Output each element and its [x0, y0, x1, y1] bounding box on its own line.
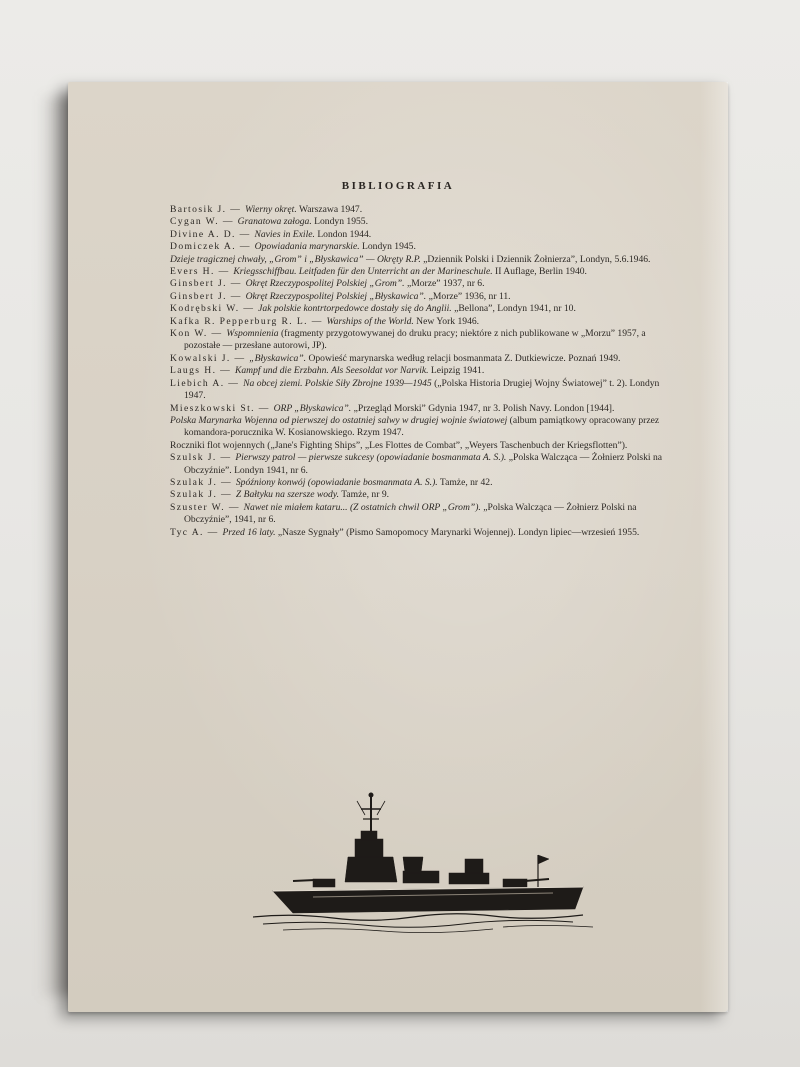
entry-title: Jak polskie kontrtorpedowce dostały się do Anglii.	[258, 303, 452, 315]
entry-details: („Polska Historia Drugiej Wojny Światowej” t. 2). Londyn 1947.	[184, 377, 660, 402]
bibliography-entry	[170, 278, 680, 290]
entry-details: II Auflage, Berlin 1940.	[492, 266, 587, 278]
entry-details: New York 1946.	[413, 315, 480, 327]
entry-title: Z Bałtyku na szersze wody.	[235, 489, 339, 501]
warship-illustration-icon	[253, 787, 603, 947]
bibliography-list	[170, 204, 680, 539]
bibliography-entry	[170, 328, 680, 353]
entry-details: London 1944.	[314, 228, 372, 240]
entry-title: „Błyskawica”.	[249, 352, 307, 364]
entry-title: Spóźniony konwój (opowiadanie bosmanmata A. S.).	[235, 476, 438, 488]
bibliography-entry	[170, 291, 680, 303]
bibliography-entry	[170, 365, 680, 377]
entry-author: Kodrębski W. —	[170, 303, 259, 315]
entry-author: Divine A. D. —	[170, 228, 255, 240]
entry-details: Roczniki flot wojennych („Jane's Fighting Ships”, „Les Flottes de Combat”, „Weyers Taschenbuch der Kriegsflotten”).	[170, 439, 628, 451]
entry-author: Mieszkowski St. —	[170, 402, 274, 414]
bibliography-entry	[170, 216, 680, 228]
bibliography-entry	[170, 303, 680, 315]
entry-details: Tamże, nr 9.	[338, 489, 390, 501]
entry-details: Londyn 1945.	[359, 241, 416, 253]
entry-details: „Morze” 1937, nr 6.	[404, 278, 485, 290]
entry-author: Szulak J. —	[170, 489, 236, 501]
entry-details: „Morze” 1936, nr 11.	[426, 290, 511, 302]
entry-author: Liebich A. —	[170, 377, 244, 389]
entry-author: Szuster W. —	[170, 501, 244, 513]
bibliography-entry	[170, 266, 680, 278]
entry-title: Nawet nie miałem kataru... (Z ostatnich chwil ORP „Grom”).	[243, 501, 481, 513]
entry-author: Kon W. —	[170, 328, 227, 340]
entry-author: Szulsk J. —	[170, 452, 236, 464]
bibliography-entry	[170, 254, 680, 266]
entry-title: Okręt Rzeczypospolitej Polskiej „Błyskawica”.	[245, 290, 427, 302]
entry-details: „Polska Walcząca — Żołnierz Polski na Obczyźnie”, 1941, nr 6.	[184, 501, 637, 526]
bibliography-entry	[170, 527, 680, 539]
bibliography-entry	[170, 403, 680, 415]
entry-title: Navies in Exile.	[254, 228, 315, 240]
entry-title: Przed 16 laty.	[222, 526, 276, 538]
bibliography-entry	[170, 489, 680, 501]
entry-author: Cygan W. —	[170, 216, 238, 228]
entry-author: Domiczek A. —	[170, 241, 255, 253]
entry-details: Warszawa 1947.	[296, 204, 363, 215]
entry-title: Na obcej ziemi. Polskie Siły Zbrojne 1939—1945	[243, 377, 432, 389]
entry-details: (album pamiątkowy opracowany przez komandora-porucznika W. Kosianowskiego. Rzym 1947.	[184, 414, 660, 439]
entry-title: Pierwszy patrol — pierwsze sukcesy (opowiadanie bosmanmata A. S.).	[235, 452, 507, 464]
entry-details: „Polska Walcząca — Żołnierz Polski na Obczyźnie”. Londyn 1941, nr 6.	[184, 452, 663, 476]
bibliography-entry	[170, 378, 680, 403]
entry-details: „Przegląd Morski” Gdynia 1947, nr 3. Polish Navy. London [1944].	[351, 402, 615, 414]
entry-title: Kriegsschiffbau. Leitfaden für den Unterricht an der Marineschule.	[233, 266, 493, 278]
bibliography-entry	[170, 204, 680, 216]
entry-details: „Bellona”, Londyn 1941, nr 10.	[451, 303, 576, 315]
entry-details: „Nasze Sygnały” (Pismo Samopomocy Marynarki Wojennej). Londyn lipiec—wrzesień 1955.	[275, 526, 640, 538]
bibliography-entry	[170, 440, 680, 452]
entry-author: Kowalski J. —	[170, 352, 250, 364]
bibliography-entry	[170, 353, 680, 365]
bibliography-entry	[170, 415, 680, 440]
book-back-cover	[68, 82, 728, 1012]
entry-title: Opowiadania marynarskie.	[254, 241, 360, 253]
bibliography-entry	[170, 241, 680, 253]
bibliography-entry	[170, 452, 680, 477]
entry-details: (fragmenty przygotowywanej do druku pracy; niektóre z nich publikowane w „Morzu” 1957, a pozostałe — przesłane autorowi, JP).	[184, 328, 646, 352]
entry-details: Leipzig 1941.	[428, 365, 485, 377]
page-heading: BIBLIOGRAFIA	[341, 180, 455, 192]
entry-title: Polska Marynarka Wojenna od pierwszej do ostatniej salwy w drugiej wojnie światowej	[170, 414, 508, 426]
bibliography-entry	[170, 477, 680, 489]
entry-author: Laugs H. —	[170, 365, 235, 377]
entry-details: Londyn 1955.	[311, 216, 368, 228]
entry-title: Warships of the World.	[326, 315, 414, 327]
entry-author: Szulak J. —	[170, 476, 236, 488]
entry-details: „Dziennik Polski i Dziennik Żołnierza”, Londyn, 5.6.1946.	[420, 253, 651, 265]
entry-author: Kafka R. Pepperburg R. L. —	[170, 315, 327, 327]
entry-title: Kampf und die Erzbahn. Als Seesoldat vor Narvik.	[234, 365, 429, 377]
entry-title: Granatowa załoga.	[237, 216, 312, 228]
entry-title: ORP „Błyskawica”.	[273, 402, 352, 414]
entry-title: Okręt Rzeczypospolitej Polskiej „Grom”.	[245, 278, 405, 290]
entry-title: Wspomnienia	[226, 328, 279, 340]
entry-details: Tamże, nr 42.	[437, 476, 493, 488]
entry-author: Ginsbert J. —	[170, 290, 246, 302]
entry-author: Bartosik J. —	[170, 204, 246, 215]
entry-title: Dzieje tragicznej chwały, „Grom” i „Błyskawica” — Okręty R.P.	[170, 253, 421, 265]
entry-author: Ginsbert J. —	[170, 278, 246, 290]
bibliography-entry	[170, 229, 680, 241]
entry-details: Opowieść marynarska według relacji bosmanmata Z. Dutkiewicze. Poznań 1949.	[306, 352, 621, 364]
entry-author: Evers H. —	[170, 266, 234, 278]
entry-title: Wierny okręt.	[245, 204, 297, 215]
bibliography-entry	[170, 502, 680, 527]
entry-author: Tyc A. —	[170, 526, 223, 538]
bibliography-entry	[170, 316, 680, 328]
